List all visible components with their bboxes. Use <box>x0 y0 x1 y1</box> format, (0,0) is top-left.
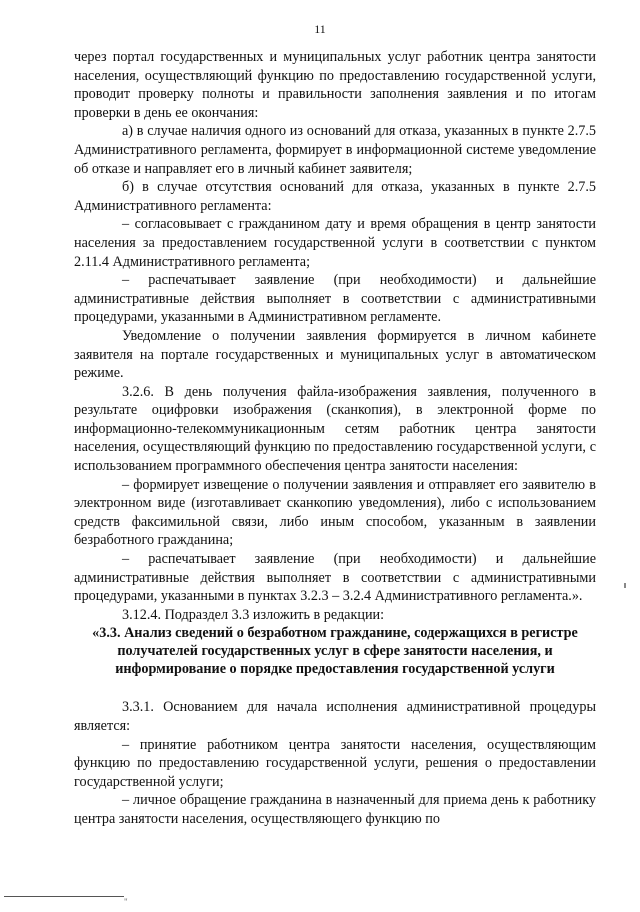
list-item: – согласовывает с гражданином дату и время обращения в центр занятости населения за предоставлением государственной услуги в соответствии с пунктом 2.11.4 Административного регламента; <box>74 216 596 270</box>
paragraph: а) в случае наличия одного из оснований для отказа, указанных в пункте 2.7.5 Административного регламента, формирует в информационной системе уведомление об отказе и направляет его в личный кабинет заявителя; <box>74 123 596 177</box>
list-item: – личное обращение гражданина в назначенный для приема день к работнику центра занятости населения, осуществляющего функцию по <box>74 792 596 827</box>
document-body <box>74 48 596 829</box>
spacer <box>74 678 596 698</box>
list-item: – принятие работником центра занятости населения, осуществляющим функцию по предоставлению государственной услуги, решения о предоставлении государственной услуги; <box>74 736 596 790</box>
list-item: – распечатывает заявление (при необходимости) и дальнейшие административные действия выполняет в соответствии с административными процедурами, указанными в Административном регламенте. <box>74 272 596 326</box>
list-item: – формирует извещение о получении заявления и отправляет его заявителю в электронном виде (изготавливает сканкопию уведомления), либо с использованием средств факсимильной связи, либо иным способом, указанным в заявлении безработного гражданина; <box>74 476 596 549</box>
page-number: 11 <box>314 22 326 36</box>
paragraph: 3.2.6. В день получения файла-изображения заявления, полученного в результате оцифровки изображения (сканкопия), в электронной форме по информационно-телекоммуникационным сетям работник центра занятости населения, осуществляющий функцию по предоставлению государственной услуги, с использованием программного обеспечения центра занятости населения: <box>74 383 596 475</box>
paragraph: 3.12.4. Подраздел 3.3 изложить в редакции: <box>122 606 385 623</box>
paragraph: через портал государственных и муниципальных услуг работник центра занятости населения, осуществляющий функцию по предоставлению государственной услуги, проводит проверку полноты и правильности заполнения заявления и по итогам проверки в день ее окончания: <box>74 49 596 121</box>
footer-rule <box>4 896 124 897</box>
paragraph: б) в случае отсутствия оснований для отказа, указанных в пункте 2.7.5 Административного регламента: <box>74 179 596 214</box>
paragraph: Уведомление о получении заявления формируется в личном кабинете заявителя на портале государственных и муниципальных услуг в автоматическом режиме. <box>74 327 596 382</box>
margin-mark <box>624 583 626 588</box>
section-heading: «3.3. Анализ сведений о безработном гражданине, содержащихся в регистре получателей государственных услуг в сфере занятости населения, и информирование о порядке предоставления государственной услуги <box>92 625 578 678</box>
paragraph: 3.3.1. Основанием для начала исполнения административной процедуры является: <box>74 699 596 734</box>
footer-mark: " <box>124 897 128 907</box>
list-item: – распечатывает заявление (при необходимости) и дальнейшие административные действия выполняет в соответствии с административными процедурами, указанными в пунктах 3.2.3 – 3.2.4 Административного регламента.». <box>74 551 596 605</box>
